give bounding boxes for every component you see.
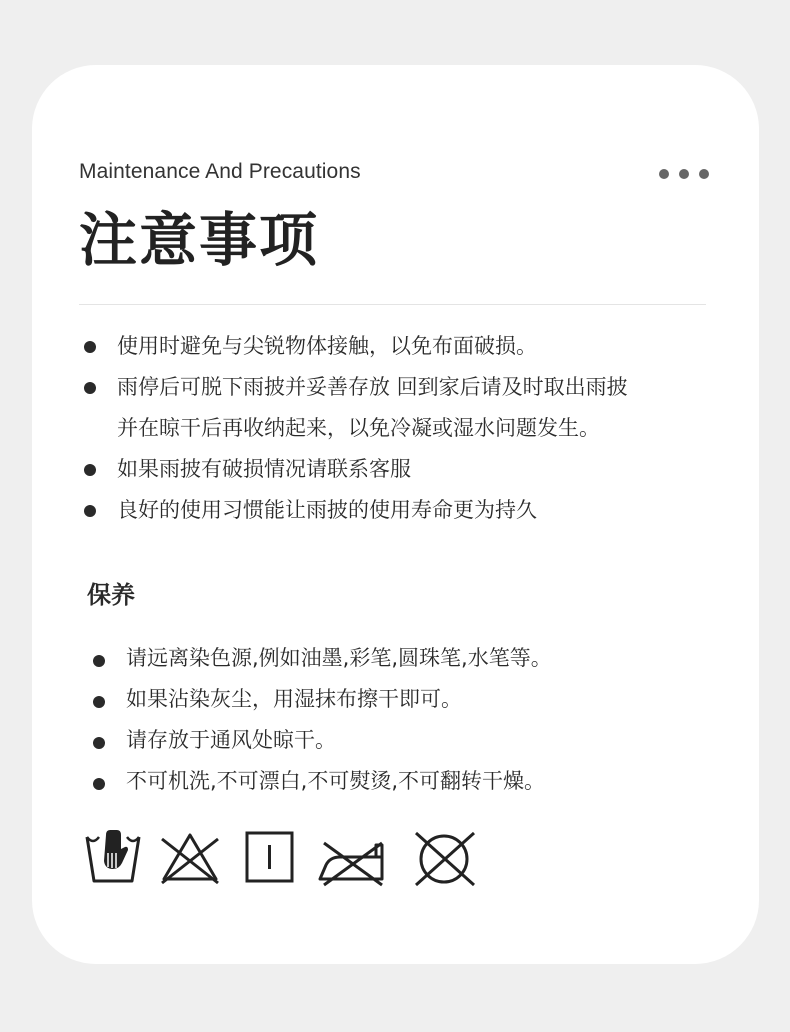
no-bleach-icon <box>158 829 222 885</box>
dot <box>679 169 689 179</box>
hand-wash-icon <box>84 829 144 885</box>
bullet-icon <box>93 696 105 708</box>
list-item-text: 请远离染色源,例如油墨,彩笔,圆珠笔,水笔等。 <box>126 646 552 670</box>
list-item-continuation <box>117 408 717 449</box>
list-item <box>117 449 717 490</box>
list-item <box>126 761 726 802</box>
bullet-icon <box>93 778 105 790</box>
list-item-text: 请存放于通风处晾干。 <box>126 728 336 752</box>
bullet-icon <box>84 341 96 353</box>
no-iron-icon <box>316 829 388 887</box>
page-title: 注意事项 <box>79 206 320 274</box>
bullet-icon <box>84 382 96 394</box>
list-item-text: 良好的使用习惯能让雨披的使用寿命更为持久 <box>117 498 537 522</box>
bullet-icon <box>93 737 105 749</box>
card <box>32 65 759 964</box>
maintenance-list <box>126 638 726 802</box>
divider <box>79 304 706 305</box>
no-tumble-dry-icon <box>410 829 478 887</box>
bullet-icon <box>84 505 96 517</box>
list-item <box>117 367 717 408</box>
bullet-icon <box>93 655 105 667</box>
list-item <box>126 720 726 761</box>
list-item <box>126 679 726 720</box>
precautions-list <box>117 326 717 531</box>
more-icon[interactable] <box>659 169 709 179</box>
maintenance-title: 保养 <box>87 581 135 609</box>
list-item-text: 雨停后可脱下雨披并妥善存放 回到家后请及时取出雨披 <box>117 375 628 399</box>
dot <box>659 169 669 179</box>
list-item-text: 并在晾干后再收纳起来，以免冷凝或湿水问题发生。 <box>117 416 600 440</box>
list-item-text: 不可机洗,不可漂白,不可熨烫,不可翻转干燥。 <box>126 769 546 793</box>
line-dry-icon <box>244 829 296 885</box>
list-item <box>117 326 717 367</box>
page-subtitle: Maintenance And Precautions <box>79 160 361 183</box>
list-item-text: 如果雨披有破损情况请联系客服 <box>117 457 411 481</box>
list-item <box>126 638 726 679</box>
bullet-icon <box>84 464 96 476</box>
care-icons <box>84 829 484 891</box>
list-item-text: 如果沾染灰尘，用湿抹布擦干即可。 <box>126 687 462 711</box>
dot <box>699 169 709 179</box>
list-item <box>117 490 717 531</box>
list-item-text: 使用时避免与尖锐物体接触，以免布面破损。 <box>117 334 537 358</box>
